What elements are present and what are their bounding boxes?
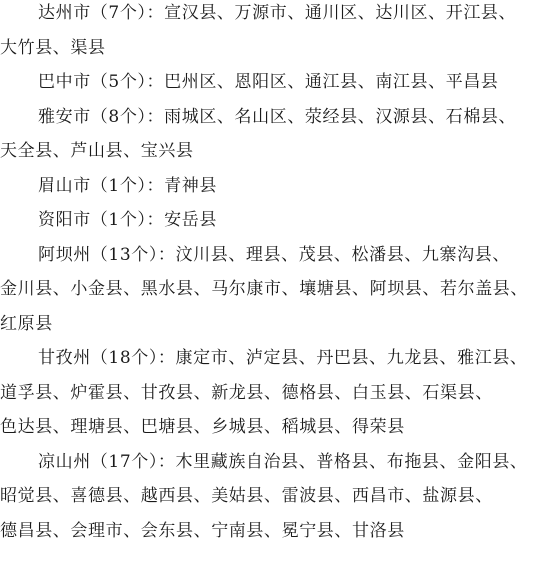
paragraph-meishan [0, 169, 530, 204]
paragraph-ganzi [0, 341, 530, 445]
paragraph-bazhong [0, 65, 530, 100]
paragraph-line: 甘孜州（18个）：康定市、泸定县、丹巴县、九龙县、雅江县、 [38, 348, 528, 368]
paragraph-line: 昭觉县、喜德县、越西县、美姑县、雷波县、西昌市、盐源县、 [0, 486, 493, 506]
paragraph-line: 眉山市（1个）：青神县 [38, 175, 217, 196]
paragraph-yaan [0, 100, 530, 169]
paragraph-aba [0, 238, 530, 342]
paragraph-line: 阿坝州（13个）：汶川县、理县、茂县、松潘县、九寨沟县、 [38, 244, 510, 265]
paragraph-line: 色达县、理塘县、巴塘县、乡城县、稻城县、得荣县 [0, 417, 405, 437]
paragraph-line: 巴中市（5个）：巴州区、恩阳区、通江县、南江县、平昌县 [38, 72, 499, 92]
paragraph-line: 雅安市（8个）：雨城区、名山区、荥经县、汉源县、石棉县、 [38, 106, 517, 127]
paragraph-line: 大竹县、渠县 [0, 37, 106, 58]
paragraph-line: 资阳市（1个）：安岳县 [38, 210, 217, 230]
paragraph-line: 凉山州（17个）：木里藏族自治县、普格县、布拖县、金阳县、 [38, 451, 528, 472]
paragraph-line: 德昌县、会理市、会东县、宁南县、冕宁县、甘洛县 [0, 520, 405, 541]
paragraph-line: 金川县、小金县、黑水县、马尔康市、壤塘县、阿坝县、若尔盖县、 [0, 279, 528, 299]
paragraph-line: 天全县、芦山县、宝兴县 [0, 141, 194, 161]
paragraph-ziyang [0, 203, 530, 238]
paragraph-line: 道孚县、炉霍县、甘孜县、新龙县、德格县、白玉县、石渠县、 [0, 382, 493, 403]
paragraph-liangshan [0, 445, 530, 549]
paragraph-line: 达州市（7个）：宣汉县、万源市、通川区、达川区、开江县、 [38, 3, 517, 23]
paragraph-line: 红原县 [0, 313, 53, 334]
paragraph-dazhou [0, 0, 530, 65]
